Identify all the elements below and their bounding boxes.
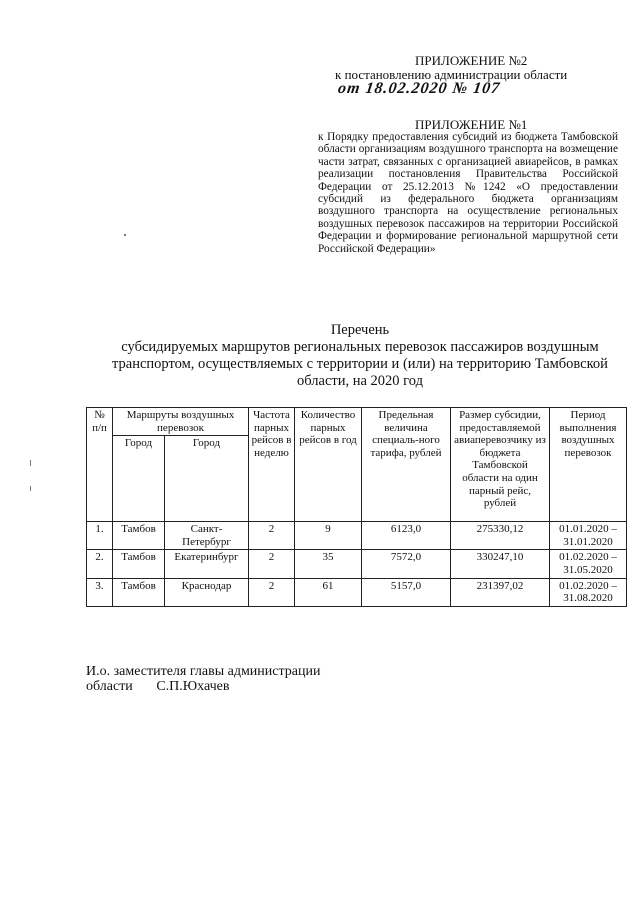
cell-frequency: 2 [249, 578, 295, 606]
resolution-handwritten: от 18.02.2020 № 107 [336, 80, 502, 97]
cell-count: 61 [295, 578, 362, 606]
scan-mark [30, 486, 31, 491]
document-title [95, 322, 625, 390]
title-line-4: области, на 2020 год [297, 373, 423, 389]
cell-period [550, 578, 627, 606]
cell-from: Тамбов [113, 522, 165, 550]
cell-num: 2. [87, 550, 113, 578]
header-city-to: Город [165, 436, 249, 522]
cell-period [550, 550, 627, 578]
appendix1-title: ПРИЛОЖЕНИЕ №1 [415, 117, 528, 132]
period-end: 31.05.2020 [563, 563, 613, 576]
cell-tariff: 6123,0 [362, 522, 451, 550]
title-line-2: субсидируемых маршрутов региональных перевозок пассажиров воздушным [121, 339, 599, 355]
table-row [87, 578, 627, 606]
cell-count: 9 [295, 522, 362, 550]
table-row [87, 522, 627, 550]
cell-to: Краснодар [165, 578, 249, 606]
period-start: 01.02.2020 – [559, 579, 617, 592]
period-end: 31.08.2020 [563, 592, 613, 605]
signature-line-2 [86, 679, 320, 694]
cell-subsidy: 231397,02 [451, 578, 550, 606]
table-header-row [87, 408, 627, 436]
period-start: 01.01.2020 – [559, 523, 617, 536]
header-city-from: Город [113, 436, 165, 522]
signature-line-1: И.о. заместителя главы администрации [86, 664, 321, 679]
title-line-1: Перечень [330, 322, 390, 338]
header-num: № п/п [87, 408, 113, 522]
appendix2-subtitle: к постановлению администрации области [335, 67, 568, 82]
scan-mark [124, 234, 126, 236]
cell-count: 35 [295, 550, 362, 578]
header-subsidy: Размер субсидии, предоставляемой авиаперевозчику из бюджета Тамбовской области на один парный рейс, рублей [451, 408, 550, 522]
cell-frequency: 2 [249, 550, 295, 578]
signature-block [86, 664, 320, 694]
header-tariff: Предельная величина специаль-ного тарифа, рублей [362, 408, 451, 522]
cell-frequency: 2 [249, 522, 295, 550]
signature-name: С.П.Юхачев [156, 679, 230, 694]
cell-num: 3. [87, 578, 113, 606]
cell-to: Санкт-Петербург [165, 522, 249, 550]
signature-label: области [86, 679, 133, 694]
cell-subsidy: 275330,12 [451, 522, 550, 550]
routes-table [86, 407, 627, 607]
header-count: Количество парных рейсов в год [295, 408, 362, 522]
header-period: Период выполнения воздушных перевозок [550, 408, 627, 522]
title-line-3: транспортом, осуществляемых с территории и (или) на территорию Тамбовской [112, 356, 608, 372]
cell-tariff: 5157,0 [362, 578, 451, 606]
appendix2-title: ПРИЛОЖЕНИЕ №2 [415, 53, 528, 68]
cell-subsidy: 330247,10 [451, 550, 550, 578]
period-end: 31.01.2020 [563, 535, 613, 548]
cell-tariff: 7572,0 [362, 550, 451, 578]
cell-from: Тамбов [113, 550, 165, 578]
table-row [87, 550, 627, 578]
period-start: 01.02.2020 – [559, 551, 617, 564]
cell-period [550, 522, 627, 550]
scan-mark [30, 460, 31, 466]
appendix1-text: к Порядку предоставления субсидий из бюджета Тамбовской области организациям воздушного транспорта на возмещение части затрат, связанных с организацией авиарейсов, в рамках реализации постановления Правительства Российской Федерации от 25.12.2013 №1242 «О предоставлении субсидий из федерального бюджета организациям воздушного транспорта на осуществление региональных воздушных перевозок пассажиров на территории Российской Федерации и формирование региональной маршрутной сети Российской Федерации» [318, 131, 618, 255]
header-routes: Маршруты воздушных перевозок [113, 408, 249, 436]
cell-num: 1. [87, 522, 113, 550]
header-frequency: Частота парных рейсов в неделю [249, 408, 295, 522]
cell-to: Екатеринбург [165, 550, 249, 578]
cell-from: Тамбов [113, 578, 165, 606]
